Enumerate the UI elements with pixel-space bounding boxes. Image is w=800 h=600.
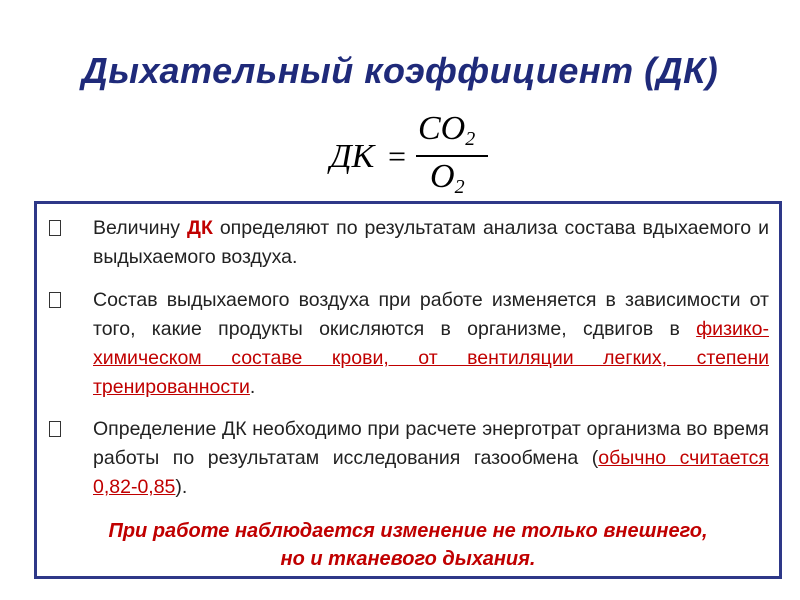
denominator-text: O [430,158,455,195]
slide-title: Дыхательный коэффициент (ДК) [81,50,719,91]
formula-lhs: ДК [330,138,375,175]
item-link[interactable]: физико-химическом составе крови, от вентиляции легких, степени тренированности [93,318,769,398]
item-text-part: определяют по результатам анализа состава вдыхаемого и выдыхаемого воздуха. [93,217,769,268]
item-text-part: . [249,376,256,398]
bullet-icon [49,421,61,437]
item-text-part: Состав выдыхаемого воздуха при работе изменяется в зависимости от того, какие продукты окисляются в организме, сдвигов в [93,289,769,340]
bullet-icon [49,292,61,308]
item-text [93,415,769,502]
item-text-part: Величину [93,217,188,239]
fraction-bar [416,155,488,157]
formula-equals: = [388,138,407,174]
numerator-subscript: 2 [465,128,476,150]
footer-line: но и тканевого дыхания. [280,548,536,570]
numerator-text: CO [418,110,466,147]
item-link[interactable]: обычно считается 0,82-0,85 [93,447,769,498]
footer-line: При работе наблюдается изменение не только внешнего, [108,520,708,542]
rq-formula [330,110,490,200]
formula-numerator [418,110,475,151]
formula-denominator [430,158,465,199]
item-text-part: ). [175,476,188,498]
item-text [93,214,769,272]
denominator-subscript: 2 [454,176,465,198]
content-box [34,201,782,579]
item-text-part: Определение ДК необходимо при расчете энерготрат организма во время работы по результатам исследования газообмена ( [93,418,769,469]
item-highlight: ДК [187,217,213,239]
footer-note [37,517,779,573]
item-text [93,286,769,402]
bullet-icon [49,220,61,236]
